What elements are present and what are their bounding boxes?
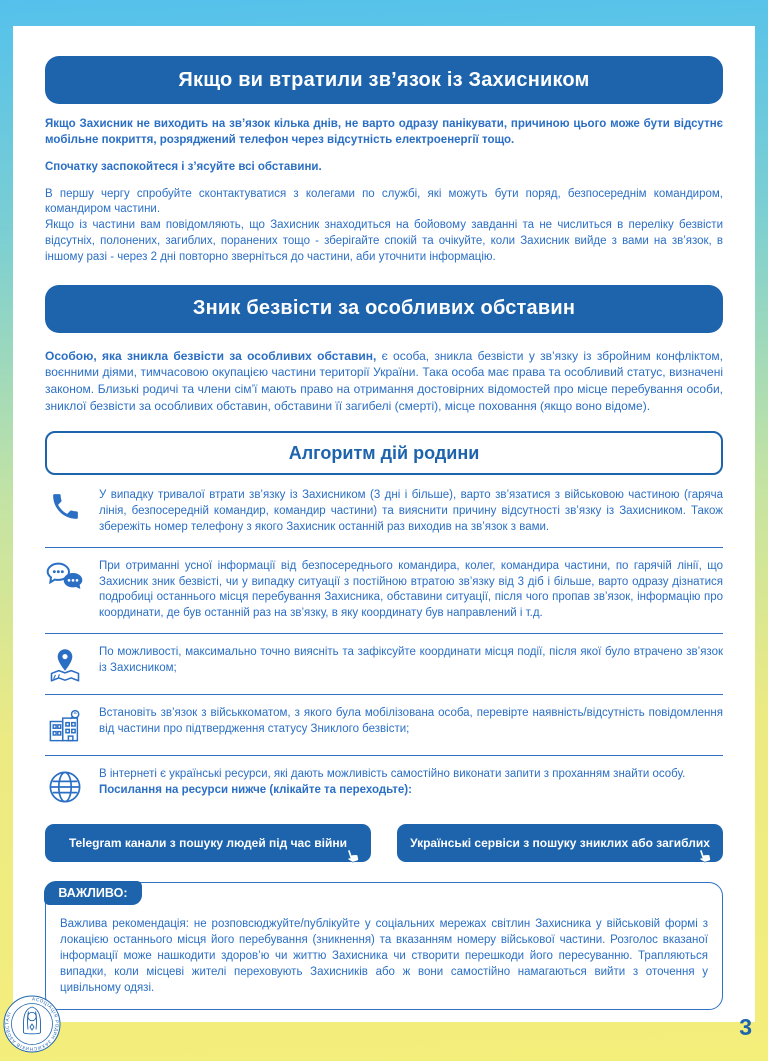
resource-buttons bbox=[45, 824, 723, 862]
algorithm-title-box bbox=[45, 431, 723, 475]
section1-calm-line: Спочатку заспокойтеся і з’ясуйте всі обставини. bbox=[45, 160, 322, 173]
section1-title: Якщо ви втратили зв’язок із Захисником bbox=[178, 68, 590, 91]
section1-intro: Якщо Захисник не виходить на зв’язок кілька днів, не варто одразу панікувати, причиною цього може бути відсутнє мобільне покриття, розряджений телефон через відсутність електроенергії тощо. bbox=[45, 118, 723, 146]
important-box bbox=[45, 882, 723, 1010]
step-text-bold: Посилання на ресурси нижче (клікайте та переходьте): bbox=[99, 783, 412, 796]
step-text: При отриманні усної інформації від безпосереднього командира, колег, командира частини, по гарячій лінії, що Захисник зник безвісті, чи у випадку ситуації з постійною втратою зв’язку від 3 діб і більше, варто одразу дізнатися подробиці останнього місця перебування Захисника, обставини ситуації, після чого пропав зв’язок, інформацію про координати, де був останній раз на зв’язку, в яку координату був направлений і т.д. bbox=[99, 559, 723, 620]
hand-cursor-icon bbox=[341, 844, 366, 871]
content-card bbox=[13, 26, 755, 1022]
section2-title-banner bbox=[45, 285, 723, 333]
step-get-details bbox=[45, 548, 723, 633]
section1-paragraph-2: Якщо із частини вам повідомляють, що Захисник знаходиться на бойовому завданні та не числиться в переліку безвісти відсутніх, полонених, загиблих, поранених тощо - зберігайте спокій та очікуйте, коли Захисник вийде з вами на зв’язок, в іншому разі - через 2 дні повторно зверніться до частини, аби уточнити інформацію. bbox=[45, 219, 723, 264]
important-label: ВАЖЛИВО: bbox=[44, 881, 141, 905]
step-text: Встановіть зв’язок з військкоматом, з якого була мобілізована особа, перевірте наявність/відсутність повідомлення від частини про підтвердження статусу Зниклого безвісти; bbox=[99, 707, 723, 735]
section1-paragraph-1: В першу чергу спробуйте сконтактуватися з колегами по службі, які можуть бути поряд, безпосереднім командиром, командиром частини. bbox=[45, 187, 723, 216]
ukr-services-button[interactable] bbox=[397, 824, 723, 862]
algorithm-title: Алгоритм дій родини bbox=[288, 442, 480, 463]
step-online-resources bbox=[45, 756, 723, 816]
phone-icon bbox=[45, 490, 85, 523]
step-text bbox=[99, 767, 723, 799]
ukr-services-button-label: Українські сервіси з пошуку зниклих або загиблих bbox=[410, 836, 710, 851]
military-office-icon bbox=[45, 708, 85, 744]
algorithm-steps bbox=[45, 477, 723, 816]
definition-lead: Особою, яка зникла безвісти за особливих обставин, bbox=[45, 348, 377, 363]
chat-icon bbox=[45, 561, 85, 593]
association-logo bbox=[2, 994, 62, 1059]
telegram-search-button[interactable] bbox=[45, 824, 371, 862]
section2-title: Зник безвісти за особливих обставин bbox=[192, 297, 576, 320]
logo-ring-text: АСОЦІАЦІЯ РОДИН ЗАХИСНИКІВ АЗОВСТАЛІ bbox=[4, 996, 60, 1052]
step-contact-draft-office bbox=[45, 695, 723, 755]
step-contact-unit bbox=[45, 477, 723, 547]
definition-rest: є особа, зникла безвісти у зв’язку із збройним конфліктом, воєнними діями, тимчасовою окупацією частини території України. Така особа має права та особливий статус, визначені законом. Близькі родичі та члени сім’ї мають право на отримання достовірних відомостей про місце перебування особи, зниклої безвісти за особливих обставин, обставини її загибелі (смерті), місце поховання (якщо воно відоме). bbox=[45, 348, 723, 413]
map-pin-icon bbox=[45, 647, 85, 683]
important-text: Важлива рекомендація: не розповсюджуйте/публікуйте у соціальних мережах світлин Захисника у військовій формі з локацією останнього місця його перебування (зникнення) та вказанням номеру військової частини. Розголос вказаної інформації може нашкодити здоров’ю чи життю Захисника чи створити перешкоди його пересуванню. Трапляються випадки, коли місцеві жителі переховують Захисників або ж вони самостійно намагаються вийти з оточення у цивільному одязі. bbox=[60, 918, 708, 994]
section1-title-banner bbox=[45, 56, 723, 104]
page-number: 3 bbox=[739, 1014, 752, 1040]
step-text: По можливості, максимально точно виясніть та зафіксуйте координати місця події, після якої було втрачено зв’язок із Захисником; bbox=[99, 646, 723, 674]
hand-cursor-icon bbox=[693, 844, 718, 871]
step-text: У випадку тривалої втрати зв’язку із Захисником (3 дні і більше), варто зв’язатися з військовою частиною (гаряча лінія, безпосередній командир, командир частини) та вияснити причину відсутності зв’язку із Захисником. Також збережіть номер телефону з якого Захисник останній раз виходив на зв’язок з вами. bbox=[99, 489, 723, 533]
section2-definition bbox=[45, 348, 723, 414]
telegram-search-button-label: Telegram канали з пошуку людей під час війни bbox=[69, 836, 347, 851]
globe-icon bbox=[45, 769, 85, 805]
step-text-regular: В інтернеті є українські ресурси, які дають можливість самостійно виконати запити з проханням знайти особу. bbox=[99, 768, 686, 781]
step-fix-coordinates bbox=[45, 634, 723, 694]
